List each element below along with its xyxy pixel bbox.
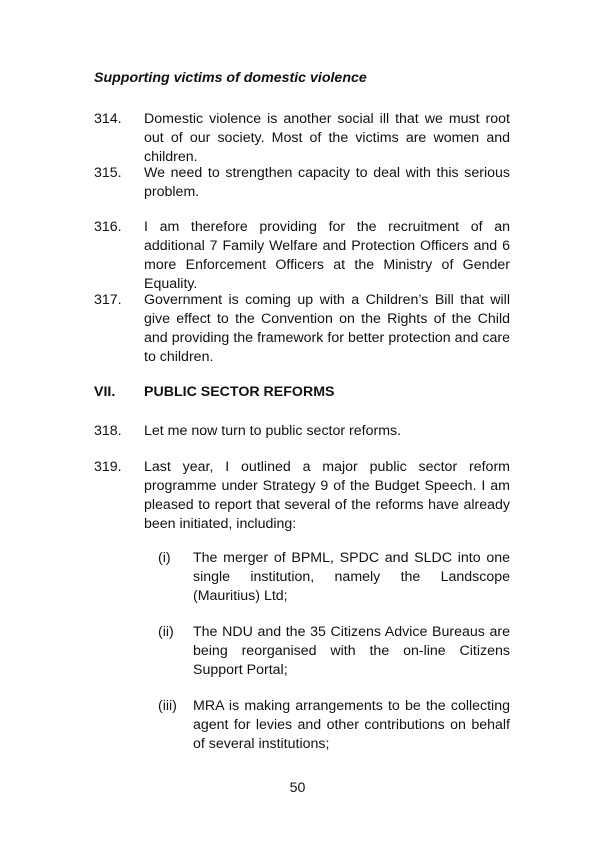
paragraph-317 <box>94 291 510 367</box>
paragraph-315 <box>94 164 510 202</box>
paragraph-text: Domestic violence is another social ill that we must root out of our society. Most of the victims are women and children. <box>144 111 510 165</box>
list-item <box>144 623 510 680</box>
paragraph-314 <box>94 110 510 167</box>
paragraph-text: I am therefore providing for the recruitment of an additional 7 Family Welfare and Protection Officers and 6 more Enforcement Officers at the Ministry of Gender Equality. <box>144 219 510 292</box>
paragraph-318 <box>94 422 510 441</box>
list-item <box>144 697 510 754</box>
section-heading <box>94 384 335 400</box>
paragraph-number: 316. <box>94 219 122 235</box>
paragraph-number: 317. <box>94 292 122 308</box>
section-number: VII. <box>94 384 116 400</box>
page-number: 50 <box>289 780 306 796</box>
list-item <box>144 549 510 606</box>
list-item-text: The merger of BPML, SPDC and SLDC into one single institution, namely the Landscope (Mauritius) Ltd; <box>193 550 510 604</box>
paragraph-319 <box>94 458 510 534</box>
list-item-text: The NDU and the 35 Citizens Advice Bureaus are being reorganised with the on-line Citizens Support Portal; <box>193 624 510 678</box>
paragraph-text: We need to strengthen capacity to deal with this serious problem. <box>144 165 510 200</box>
list-item-number: (ii) <box>158 624 174 640</box>
subsection-heading: Supporting victims of domestic violence <box>94 70 367 86</box>
paragraph-text: Government is coming up with a Children’s Bill that will give effect to the Convention on the Rights of the Child and providing the framework for better protection and care to children. <box>144 292 510 365</box>
list-item-text: MRA is making arrangements to be the collecting agent for levies and other contributions on behalf of several institutions; <box>193 698 510 752</box>
paragraph-text: Last year, I outlined a major public sector reform programme under Strategy 9 of the Budget Speech. I am pleased to report that several of the reforms have already been initiated, including: <box>144 459 510 532</box>
paragraph-text: Let me now turn to public sector reforms. <box>144 423 402 439</box>
section-title: PUBLIC SECTOR REFORMS <box>144 384 335 400</box>
paragraph-number: 319. <box>94 459 122 475</box>
paragraph-number: 318. <box>94 423 122 439</box>
list-item-number: (iii) <box>158 698 177 714</box>
paragraph-number: 314. <box>94 111 122 127</box>
paragraph-316 <box>94 218 510 294</box>
paragraph-number: 315. <box>94 165 122 181</box>
list-item-number: (i) <box>158 550 171 566</box>
